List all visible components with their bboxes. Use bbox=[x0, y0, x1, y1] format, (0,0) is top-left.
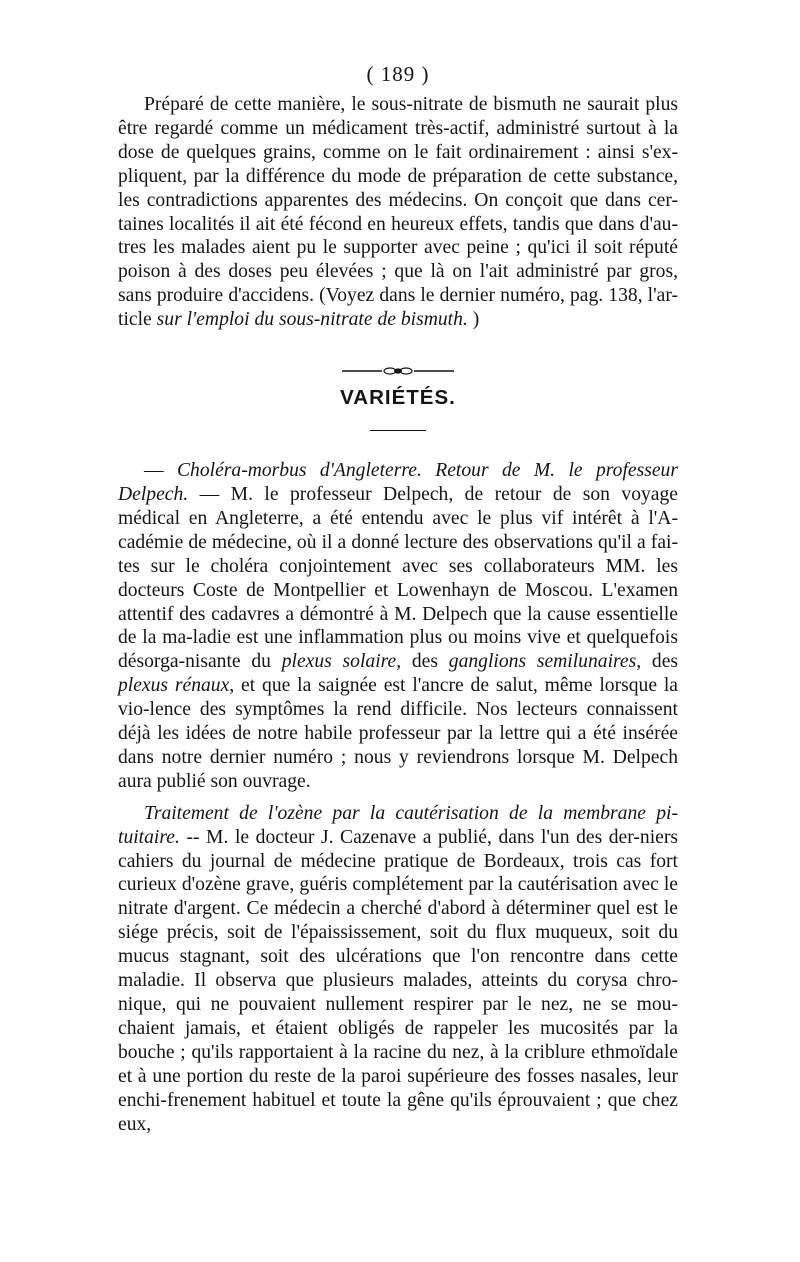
term-plexus-renaux: plexus rénaux bbox=[118, 675, 230, 697]
intro-text: Préparé de cette manière, le sous-nitrate de bismuth ne saurait plus être regardé comme un médicament très-actif, administré surtout à la dose de quelques grains, comme on le fait ordinairement : ainsi s'ex-pliquent, par la différence du mode de préparation de cette substance, les contradictions apparentes des médecins. On conçoit que dans cer-taines localités il ait été fécond en heureux effets, tandis que dans d'au-tres les malades aient pu le supporter avec peine ; qu'ici il soit réputé poison à des doses peu élevées ; que là on l'ait administré par gros, sans produire d'accidens. (Voyez dans le dernier numéro, pag. 138, l'ar-ticle bbox=[118, 94, 678, 331]
article-cholera-body-3: , des bbox=[636, 651, 679, 673]
article-cholera bbox=[118, 459, 678, 794]
articles-block bbox=[118, 459, 678, 1136]
section-rule bbox=[370, 430, 426, 431]
article-cholera-body-1: — M. le professeur Delpech, de retour de son voyage médical en Angleterre, a été entendu avec le plus vif intérêt à l'A-cadémie de médecine, où il a donné lecture des observations qu'il a fai-tes sur le choléra conjointement avec ses collaborateurs MM. les docteurs Coste de Montpellier et Lowenhayn de Moscou. L'examen attentif des cadavres a démontré à M. Delpech que la cause essentielle de la ma-ladie est une inflammation plus ou moins vive et quelquefois désorga-nisante du bbox=[118, 483, 678, 673]
intro-paragraph bbox=[118, 93, 678, 332]
section-title: VARIÉTÉS. bbox=[340, 386, 456, 410]
intro-italic-reference: sur l'emploi du sous-nitrate de bismuth. bbox=[156, 309, 468, 331]
term-plexus-solaire: plexus solaire bbox=[281, 651, 397, 673]
article-ozene bbox=[118, 802, 678, 1137]
article-ozene-title: Traitement de l'ozène par la cautérisation de la membrane pi-tuitaire. bbox=[118, 802, 678, 848]
article-ozene-body: -- M. le docteur J. Cazenave a publié, dans l'un des der-niers cahiers du journal de médecine pratique de Bordeaux, trois cas fort curieux d'ozène grave, guéris complétement par la cautérisation avec le nitrate d'argent. Ce médecin a cherché d'abord à déterminer quel est le siége précis, soit de l'épaississement, soit du flux muqueux, soit du mucus stagnant, soit des ulcérations que l'on rencontre dans cette maladie. Il observa que plusieurs malades, atteints du corysa chro-nique, qui ne pouvaient nullement respirer par le nez, ne se mou-chaient jamais, et étaient obligés de rappeler les mucosités par la bouche ; qu'ils rapportaient à la racine du nez, à la criblure ethmoïdale et à une portion du reste de la paroi supérieure des fosses nasales, leur enchi-frenement habituel et toute la gêne qu'ils éprouvaient ; que chez eux, bbox=[118, 826, 678, 1135]
ornament-divider-icon bbox=[338, 366, 458, 376]
intro-paragraph-block bbox=[118, 93, 678, 332]
term-ganglions-semilunaires: ganglions semilunaires bbox=[448, 651, 637, 673]
book-page bbox=[118, 60, 678, 1250]
article-cholera-body-2: , des bbox=[396, 651, 439, 673]
article-cholera-body-4: , et que la saignée est l'ancre de salut, même lorsque la vio-lence des symptômes la rend difficile. Nos lecteurs connaissent déjà les idées de notre habile professeur par la lettre qui a été insérée dans notre dernier numéro ; nous y reviendrons lorsque M. Delpech aura publié son ouvrage. bbox=[118, 675, 678, 792]
article-cholera-title: Choléra-morbus d'Angleterre. Retour de M. le professeur Delpech. bbox=[118, 460, 678, 505]
intro-closing-paren: ) bbox=[472, 309, 480, 331]
article-cholera-dash: — bbox=[144, 460, 177, 482]
page-number: ( 189 ) bbox=[366, 62, 430, 86]
paragraph-gap bbox=[118, 794, 678, 802]
